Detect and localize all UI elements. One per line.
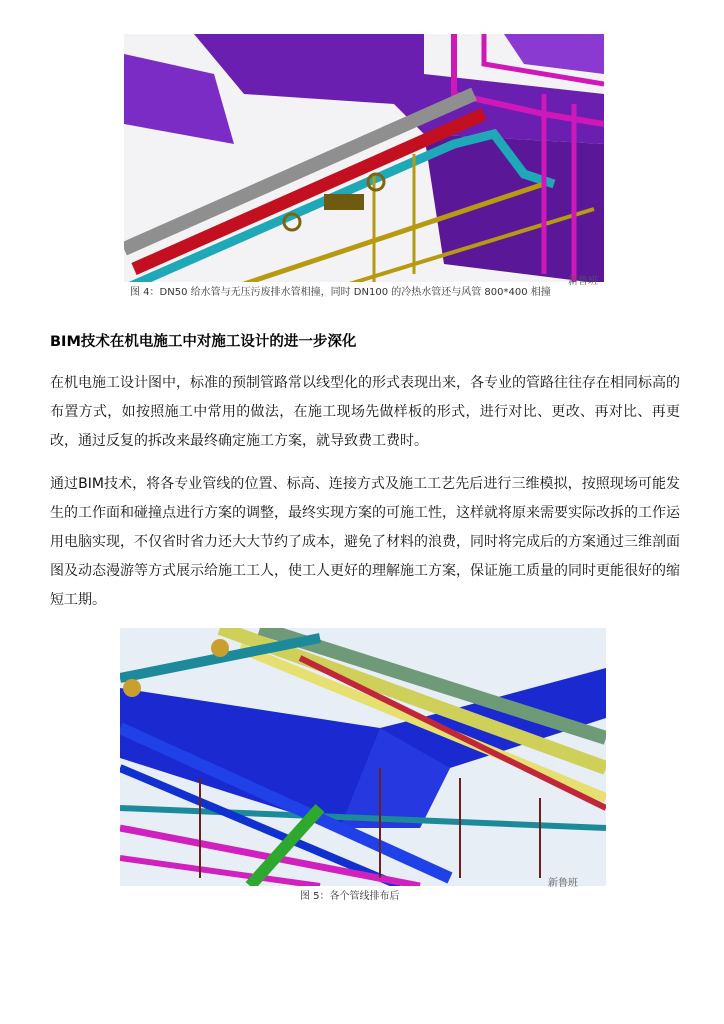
pipe-arrangement-render (120, 628, 606, 908)
figure1-watermark: 新鲁班 (568, 276, 598, 287)
figure-pipe-clash (124, 34, 604, 304)
figure2-watermark: 新鲁班 (548, 878, 578, 889)
paragraph-2: 通过BIM技术，将各专业管线的位置、标高、连接方式及施工工艺先后进行三维模拟，按照现场可能发生的工作面和碰撞点进行方案的调整，最终实现方案的可施工性，这样就将原来需要实际改拆的工作运用电脑实现，不仅省时省力还大大节约了成本，避免了材料的浪费，同时将完成后的方案通过三维剖面图及动态漫游等方式展示给施工工人，使工人更好的理解施工方案，保证施工质量的同时更能很好的缩短工期。 (50, 476, 680, 608)
figure1-caption: 图 4：DN50 给水管与无压污废排水管相撞，同时 DN100 的冷热水管还与风管 800*400 相撞 (124, 282, 604, 304)
section-heading: BIM技术在机电施工中对施工设计的进一步深化 (50, 334, 357, 350)
figure-pipe-arrangement (120, 628, 606, 908)
paragraph-1: 在机电施工设计图中，标准的预制管路常以线型化的形式表现出来，各专业的管路往往存在相同标高的布置方式，如按照施工中常用的做法，在施工现场先做样板的形式，进行对比、更改、再对比、再更改，通过反复的拆改来最终确定施工方案，就导致费工费时。 (50, 375, 680, 449)
figure2-caption: 图 5：各个管线排布后 (120, 886, 606, 908)
pipe-clash-render (124, 34, 604, 304)
